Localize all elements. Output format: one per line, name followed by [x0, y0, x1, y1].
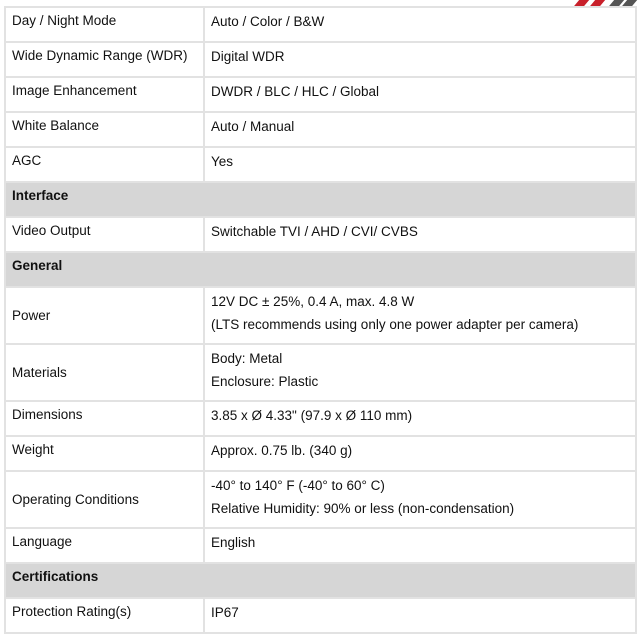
section-label: Interface [12, 188, 69, 203]
table-row [5, 217, 636, 252]
table-row [5, 77, 636, 112]
spec-value [204, 42, 636, 77]
spec-label [5, 217, 204, 252]
spec-value [204, 147, 636, 182]
table-row [5, 112, 636, 147]
table-row [5, 7, 636, 42]
spec-value-line: Enclosure: Plastic [211, 374, 319, 389]
spec-label-text: Materials [12, 364, 67, 380]
spec-label-text: Video Output [12, 223, 91, 238]
table-row [5, 147, 636, 182]
spec-value [204, 344, 636, 401]
spec-label-text: Language [12, 534, 73, 549]
section-label: Certifications [12, 569, 99, 584]
spec-value [204, 77, 636, 112]
spec-value-line: Body: Metal [211, 351, 283, 366]
table-row [5, 598, 636, 633]
spec-table [4, 6, 637, 634]
section-header [5, 563, 636, 598]
table-row [5, 471, 636, 528]
spec-value-line: 3.85 x Ø 4.33" (97.9 x Ø 110 mm) [211, 408, 413, 423]
spec-label [5, 436, 204, 471]
spec-value [204, 471, 636, 528]
spec-value-line: Approx. 0.75 lb. (340 g) [211, 443, 353, 458]
table-row [5, 287, 636, 344]
spec-value-line: English [211, 535, 256, 550]
spec-value-line: (LTS recommends using only one power adapter per camera) [211, 317, 579, 332]
spec-value [204, 401, 636, 436]
spec-value-line: Auto / Manual [211, 119, 295, 134]
spec-value-line: 12V DC ± 25%, 0.4 A, max. 4.8 W [211, 294, 415, 309]
spec-label-text: Weight [12, 442, 54, 457]
spec-label [5, 344, 204, 401]
section-title [5, 252, 636, 287]
spec-value-line: -40° to 140° F (-40° to 60° C) [211, 478, 385, 493]
table-row [5, 528, 636, 563]
spec-value-line: DWDR / BLC / HLC / Global [211, 84, 380, 99]
spec-label-text: Protection Rating(s) [12, 604, 132, 619]
spec-value-line: Digital WDR [211, 49, 285, 64]
spec-value [204, 7, 636, 42]
spec-value [204, 436, 636, 471]
spec-label [5, 42, 204, 77]
spec-value-line: Relative Humidity: 90% or less (non-condensation) [211, 501, 515, 516]
spec-value-line: IP67 [211, 605, 239, 620]
section-header [5, 252, 636, 287]
section-title [5, 182, 636, 217]
spec-value [204, 112, 636, 147]
section-title [5, 563, 636, 598]
spec-value [204, 287, 636, 344]
spec-value [204, 528, 636, 563]
spec-label [5, 112, 204, 147]
spec-label-text: Power [12, 307, 51, 323]
spec-label [5, 7, 204, 42]
spec-label-text: AGC [12, 153, 42, 168]
spec-label [5, 528, 204, 563]
table-row [5, 401, 636, 436]
spec-label [5, 287, 204, 344]
spec-label-text: Image Enhancement [12, 83, 137, 98]
spec-label-text: Day / Night Mode [12, 13, 117, 28]
spec-value-line: Switchable TVI / AHD / CVI/ CVBS [211, 224, 418, 239]
spec-value [204, 217, 636, 252]
table-row [5, 436, 636, 471]
table-row [5, 344, 636, 401]
spec-label [5, 471, 204, 528]
table-row [5, 42, 636, 77]
spec-label [5, 147, 204, 182]
section-header [5, 182, 636, 217]
spec-label-text: White Balance [12, 118, 100, 133]
spec-label-text: Operating Conditions [12, 491, 139, 507]
spec-label [5, 401, 204, 436]
section-label: General [12, 258, 63, 273]
spec-value-line: Yes [211, 154, 234, 169]
spec-value [204, 598, 636, 633]
spec-label [5, 77, 204, 112]
spec-label [5, 598, 204, 633]
spec-label-text: Dimensions [12, 407, 83, 422]
spec-value-line: Auto / Color / B&W [211, 14, 325, 29]
spec-label-text: Wide Dynamic Range (WDR) [12, 48, 188, 63]
